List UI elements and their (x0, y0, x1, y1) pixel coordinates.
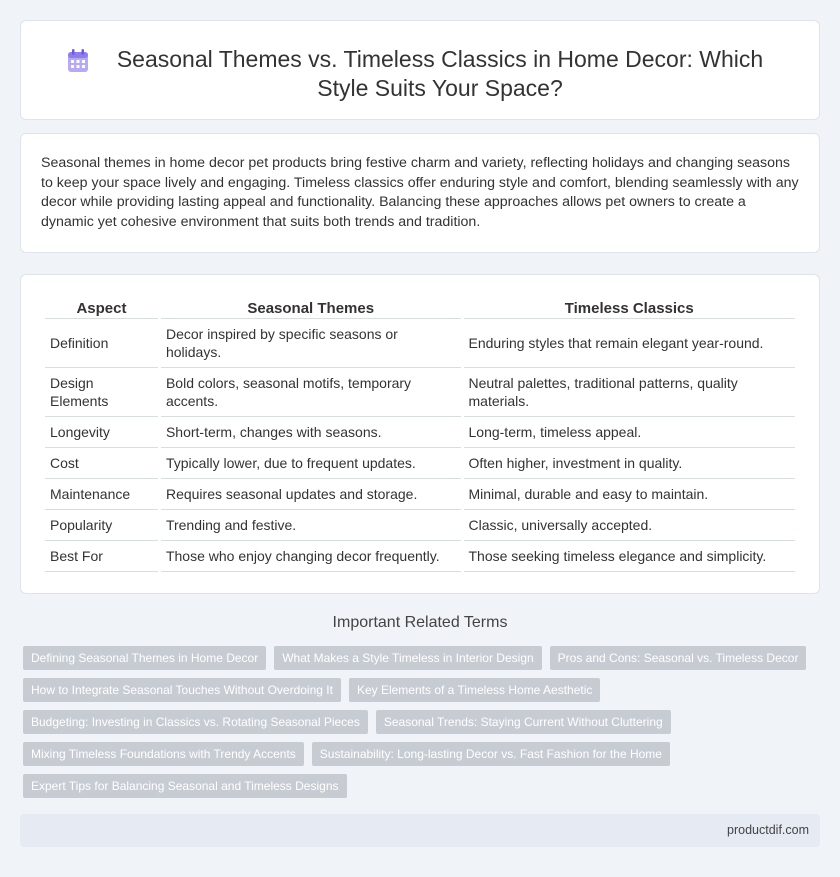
column-header-aspect: Aspect (45, 295, 158, 319)
table-cell: Requires seasonal updates and storage. (161, 479, 461, 510)
table-cell: Minimal, durable and easy to maintain. (464, 479, 796, 510)
related-term-tag[interactable]: Seasonal Trends: Staying Current Without Cluttering (376, 710, 671, 734)
comparison-table (42, 295, 798, 572)
related-terms-heading: Important Related Terms (332, 614, 508, 631)
table-cell: Popularity (45, 510, 158, 541)
related-term-tag[interactable]: How to Integrate Seasonal Touches Without Overdoing It (23, 678, 341, 702)
header-card (20, 20, 820, 120)
related-term-tag[interactable]: Mixing Timeless Foundations with Trendy Accents (23, 742, 304, 766)
intro-card (20, 133, 820, 253)
column-header-timeless: Timeless Classics (464, 295, 796, 319)
related-term-tag[interactable]: Key Elements of a Timeless Home Aesthetic (349, 678, 600, 702)
comparison-card (20, 274, 820, 594)
table-cell: Trending and festive. (161, 510, 461, 541)
table-cell: Cost (45, 448, 158, 479)
related-term-tag[interactable]: Budgeting: Investing in Classics vs. Rotating Seasonal Pieces (23, 710, 368, 734)
table-cell: Design Elements (45, 368, 158, 417)
table-cell: Classic, universally accepted. (464, 510, 796, 541)
related-term-tag[interactable]: Sustainability: Long-lasting Decor vs. Fast Fashion for the Home (312, 742, 670, 766)
table-cell: Those who enjoy changing decor frequently. (161, 541, 461, 572)
table-cell: Enduring styles that remain elegant year-round. (464, 319, 796, 368)
table-row (45, 510, 795, 541)
table-row (45, 368, 795, 417)
table-row (45, 448, 795, 479)
table-cell: Short-term, changes with seasons. (161, 417, 461, 448)
title-wrap (21, 45, 819, 103)
table-cell: Bold colors, seasonal motifs, temporary accents. (161, 368, 461, 417)
table-cell: Decor inspired by specific seasons or holidays. (161, 319, 461, 368)
table-cell: Long-term, timeless appeal. (464, 417, 796, 448)
page-title: Seasonal Themes vs. Timeless Classics in Home Decor: Which Style Suits Your Space? (116, 46, 764, 101)
related-term-tag[interactable]: What Makes a Style Timeless in Interior Design (274, 646, 541, 670)
calendar-icon (67, 49, 89, 73)
column-header-seasonal: Seasonal Themes (161, 295, 461, 319)
table-cell: Those seeking timeless elegance and simplicity. (464, 541, 796, 572)
table-cell: Best For (45, 541, 158, 572)
table-cell: Typically lower, due to frequent updates. (161, 448, 461, 479)
table-cell: Often higher, investment in quality. (464, 448, 796, 479)
table-row (45, 541, 795, 572)
intro-paragraph: Seasonal themes in home decor pet products bring festive charm and variety, reflecting holidays and changing seasons to keep your space lively and engaging. Timeless classics offer enduring style and comfort, blending seamlessly with any decor while providing lasting appeal and functionality. Balancing these approaches allows pet owners to create a dynamic yet cohesive environment that suits both trends and tradition. (41, 155, 799, 230)
table-row (45, 319, 795, 368)
table-row (45, 479, 795, 510)
table-cell: Longevity (45, 417, 158, 448)
table-cell: Maintenance (45, 479, 158, 510)
table-cell: Neutral palettes, traditional patterns, quality materials. (464, 368, 796, 417)
footer-site-link[interactable]: productdif.com (727, 823, 809, 837)
related-term-tag[interactable]: Defining Seasonal Themes in Home Decor (23, 646, 266, 670)
related-term-tag[interactable]: Pros and Cons: Seasonal vs. Timeless Decor (550, 646, 807, 670)
table-row (45, 417, 795, 448)
related-term-tag[interactable]: Expert Tips for Balancing Seasonal and Timeless Designs (23, 774, 347, 798)
footer (20, 814, 820, 847)
related-terms-list (23, 646, 813, 798)
table-header-row (45, 295, 795, 319)
table-cell: Definition (45, 319, 158, 368)
